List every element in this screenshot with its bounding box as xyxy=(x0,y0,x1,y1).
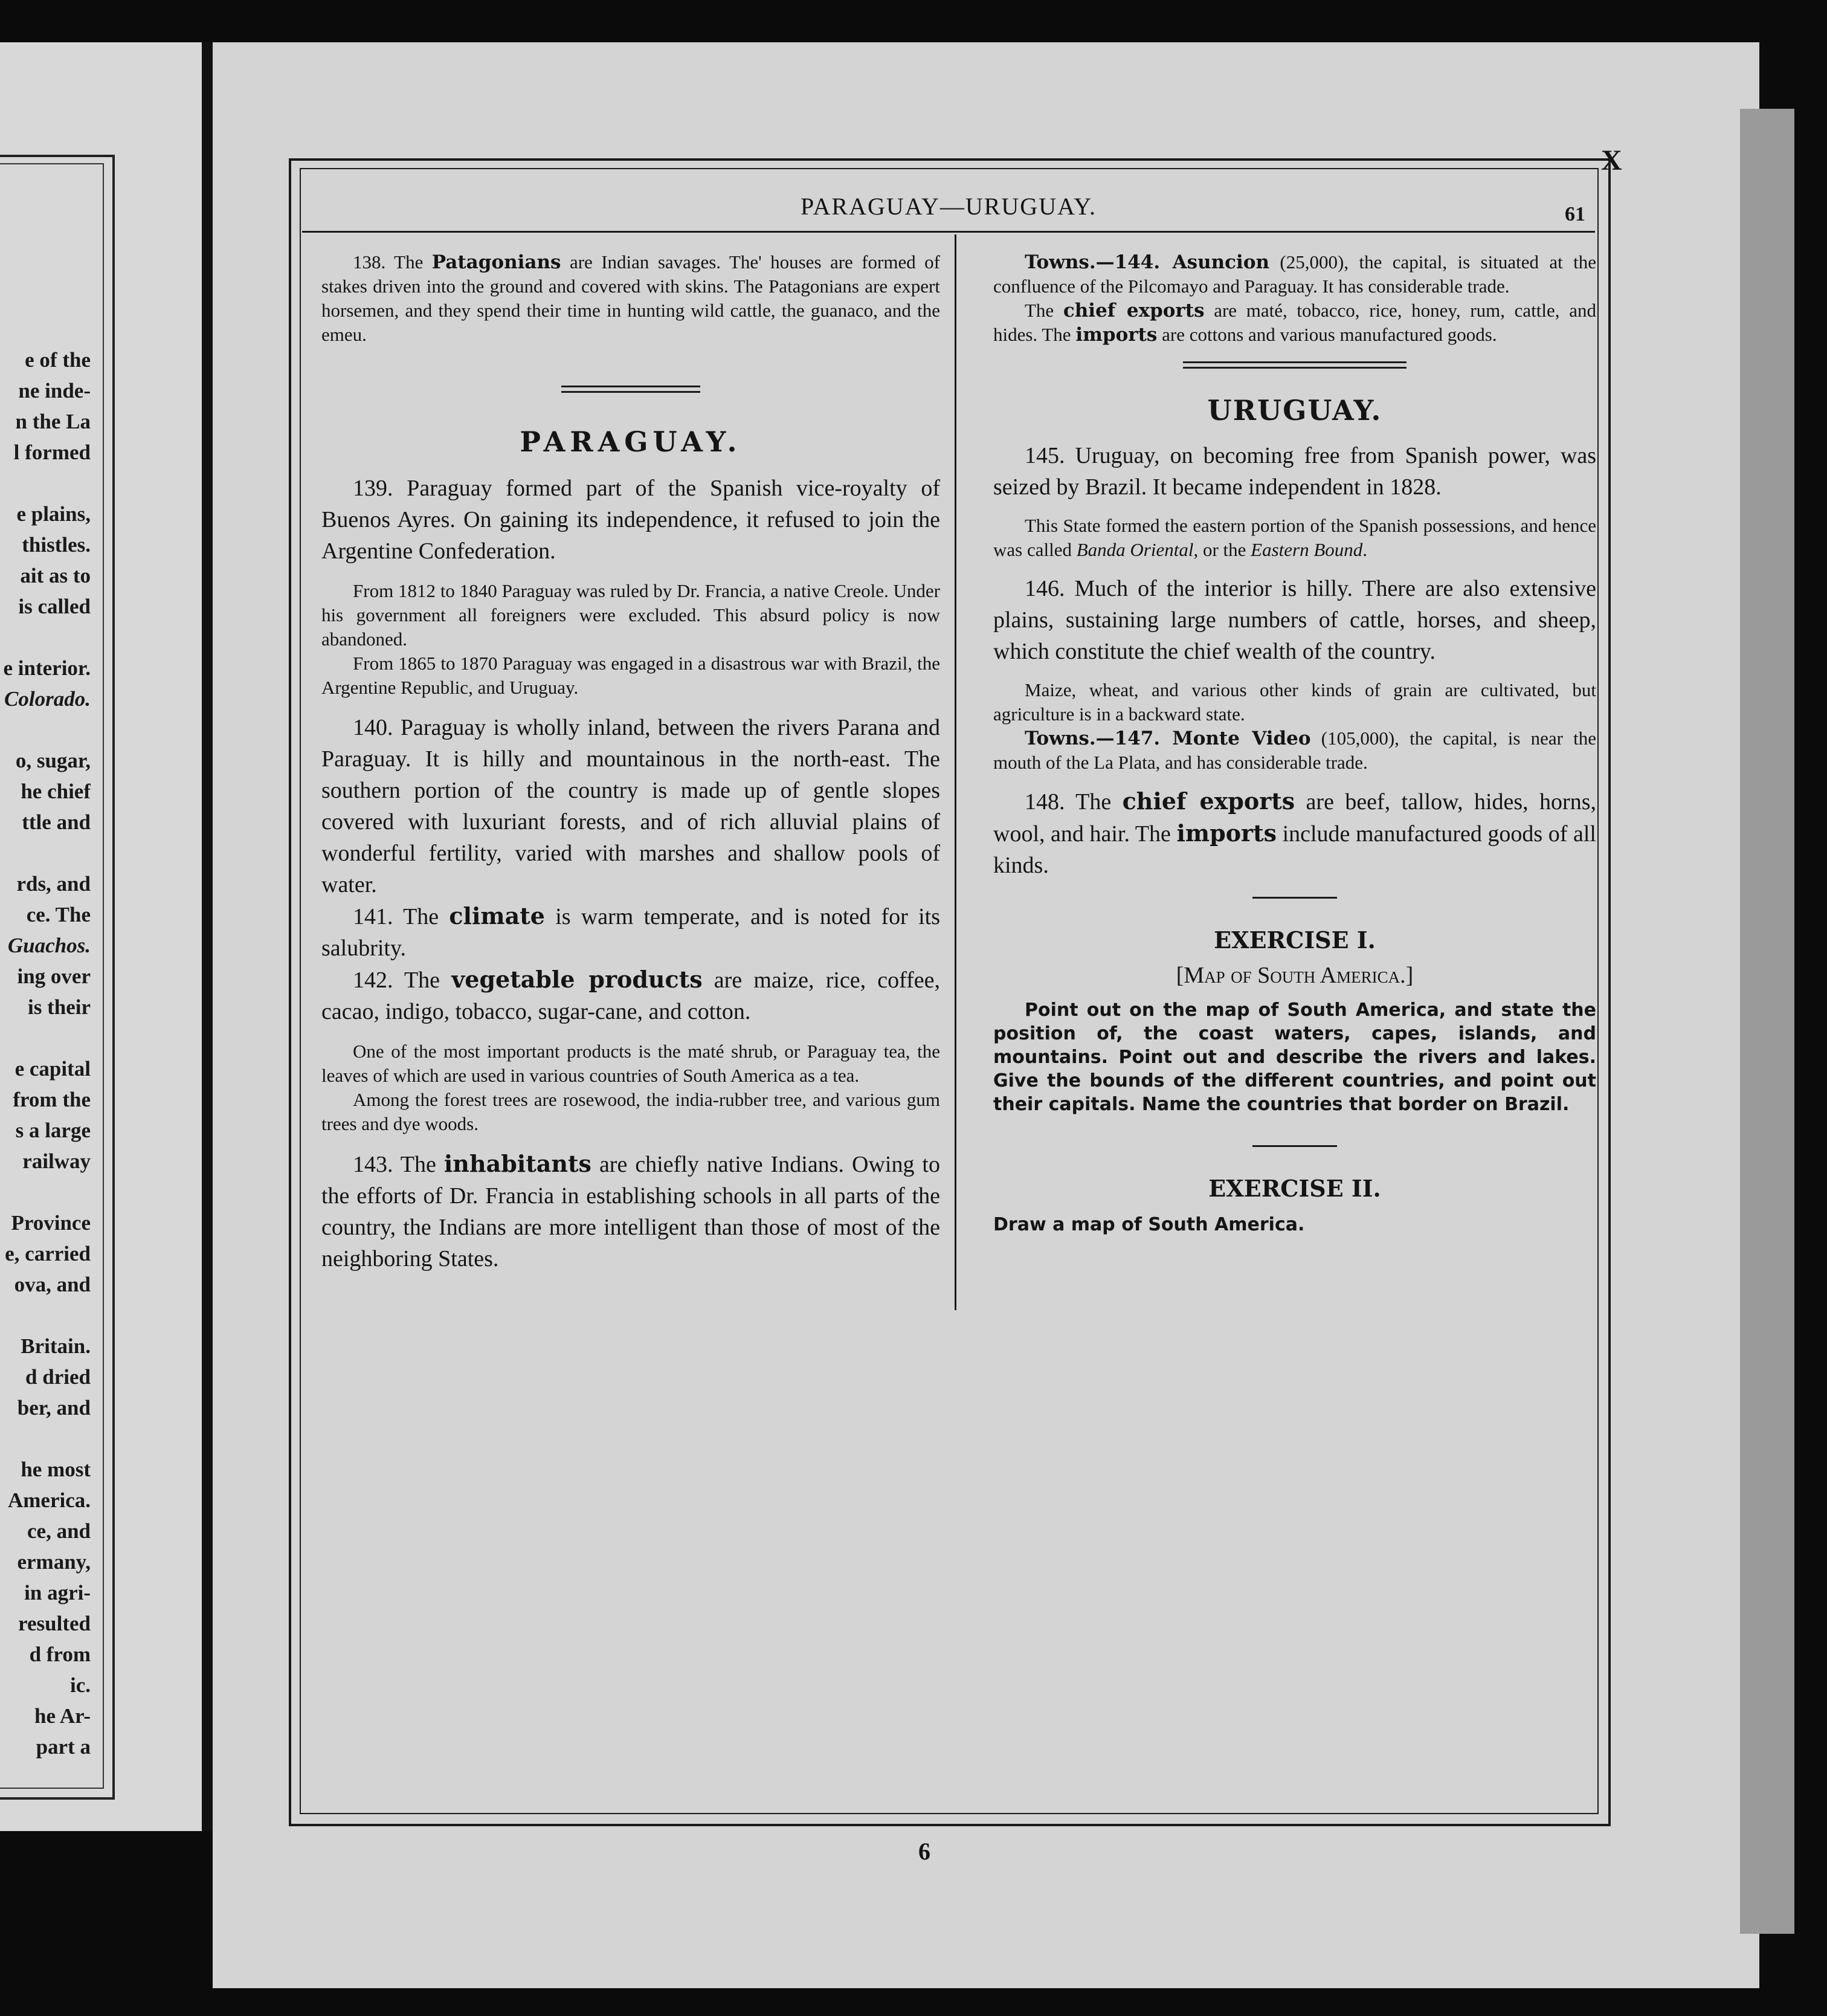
left-page-fragment: l formed xyxy=(13,441,91,464)
section-separator xyxy=(1183,361,1406,369)
left-page-fragment: part a xyxy=(36,1735,91,1759)
page-number-bottom: 6 xyxy=(918,1838,930,1865)
paragraph-142: 142. The vegetable products are maize, rice, coffee, cacao, indigo, tobacco, sugar-cane, and cotton. xyxy=(321,966,941,1024)
paragraph-140: 140. Paraguay is wholly inland, between the rivers Parana and Paraguay. It is hilly and mountainous in the north-east. The southern portion of the country is made up of gentle slopes covered with luxuriant forests, and of rich alluvial plains of wonderful fertility, varied with marshes and shallow pools of water. xyxy=(321,715,940,897)
term-inhabitants: inhabitants xyxy=(443,1150,591,1177)
exercise-1-subtitle: [Map of South America.] xyxy=(1176,963,1414,988)
left-page-fragment: America. xyxy=(7,1488,91,1512)
paragraph-141: 141. The climate is warm temperate, and is noted for its salubrity. xyxy=(321,902,940,961)
left-page-fragment: e capital xyxy=(14,1057,91,1081)
left-page-fragment: he Ar- xyxy=(34,1704,91,1728)
left-page-fragment: thistles. xyxy=(22,533,91,557)
note-145: This State formed the eastern portion of the Spanish possessions, and hence was called Banda Oriental, or the Eastern Bound. xyxy=(993,515,1596,560)
left-page-fragment: Colorado. xyxy=(4,687,91,711)
header-rule xyxy=(302,231,1595,233)
note-142-b: Among the forest trees are rosewood, the india-rubber tree, and various gum trees and dye woods. xyxy=(321,1089,940,1134)
left-page-fragment: ing over xyxy=(17,964,91,988)
left-page-fragment: d dried xyxy=(25,1365,91,1389)
left-page-fragment: Guachos. xyxy=(7,934,91,957)
exercise-2-text: Draw a map of South America. xyxy=(993,1214,1305,1235)
left-page-fragment xyxy=(0,622,91,653)
left-page-fragment: is their xyxy=(27,995,91,1019)
left-page-fragment: is called xyxy=(18,595,91,618)
left-page-fragment: ce. The xyxy=(26,903,91,926)
left-page-fragment: d from xyxy=(29,1643,91,1666)
term-asuncion: Asuncion xyxy=(1172,251,1270,273)
page-number-top: 61 xyxy=(1565,203,1585,225)
left-page-fragment: railway xyxy=(22,1149,91,1173)
term-vegetable-products: vegetable products xyxy=(451,966,703,993)
left-page-fragment: Britain. xyxy=(21,1334,91,1358)
left-page-fragment xyxy=(0,1023,91,1053)
left-page-fragment: s a large xyxy=(15,1119,91,1142)
left-page-fragment: e of the xyxy=(25,348,91,372)
note-139-a: From 1812 to 1840 Paraguay was ruled by Dr. Francia, a native Creole. Under his government all foreigners were excluded. This absurd policy is now abandoned. xyxy=(321,580,940,650)
left-page-fragment: he chief xyxy=(21,780,91,803)
left-page-fragment: e, carried xyxy=(5,1242,91,1265)
exercise-1-title: EXERCISE I. xyxy=(1214,926,1376,954)
left-page-fragment: ce, and xyxy=(27,1519,91,1543)
section-title-paraguay: PARAGUAY. xyxy=(520,425,742,458)
note-139-b: From 1865 to 1870 Paraguay was engaged in a disastrous war with Brazil, the Argentine Republic, and Uruguay. xyxy=(321,653,940,698)
left-page-fragment: e interior. xyxy=(3,656,91,680)
paragraph-138: 138. The Patagonians are Indian savages. The' houses are formed of stakes driven into the ground and covered with skins. The Patagonians are expert horsemen, and they spend their time in hunting wild cattle, the guanaco, and the emeu. xyxy=(321,251,941,345)
left-page-fragment: resulted xyxy=(18,1612,91,1635)
paragraph-139: 139. Paraguay formed part of the Spanish vice-royalty of Buenos Ayres. On gaining its independence, it refused to join the Argentine Confederation. xyxy=(321,476,940,564)
left-page-fragment: n the La xyxy=(15,410,91,433)
left-page-fragment: rds, and xyxy=(16,872,91,896)
paragraph-144-exports: The chief exports are maté, tobacco, rice, honey, rum, cattle, and hides. The imports are cottons and various manufactured goods. xyxy=(993,300,1596,346)
paragraph-146: 146. Much of the interior is hilly. There are also extensive plains, sustaining large numbers of cattle, horses, and sheep, which constitute the chief wealth of the country. xyxy=(993,576,1596,664)
right-column xyxy=(993,250,1596,1236)
exercise-2-title: EXERCISE II. xyxy=(1208,1175,1381,1202)
left-page-fragment: ne inde- xyxy=(18,379,91,402)
section-title-uruguay: URUGUAY. xyxy=(1207,394,1382,427)
left-page-fragment: ait as to xyxy=(20,564,91,587)
note-146: Maize, wheat, and various other kinds of grain are cultivated, but agriculture is in a backward state. xyxy=(993,679,1596,725)
left-page xyxy=(0,42,202,1831)
left-column xyxy=(321,250,940,1275)
section-separator xyxy=(561,386,700,393)
page-edge xyxy=(1740,109,1794,1934)
left-page-fragment xyxy=(0,468,91,499)
paragraph-144: Towns.—144. Asuncion (25,000), the capital, is situated at the confluence of the Pilcomayo and Paraguay. It has considerable trade. xyxy=(993,251,1596,297)
exercise-1-text: Point out on the map of South America, and state the position of, the coast waters, capes, islands, and mountains. Point out and describe the rivers and lakes. Give the bounds of the different countries, and point out their capitals. Name the countries that border on Brazil. xyxy=(993,1000,1596,1115)
left-page-fragment: he most xyxy=(21,1458,91,1481)
left-page-fragment: o, sugar, xyxy=(15,749,91,772)
term-monte-video: Monte Video xyxy=(1172,728,1311,749)
term-climate: climate xyxy=(449,902,545,929)
left-page-fragment xyxy=(0,838,91,868)
note-142-a: One of the most important products is the maté shrub, or Paraguay tea, the leaves of which are used in various countries of South America as a tea. xyxy=(321,1041,940,1086)
paragraph-143: 143. The inhabitants are chiefly native Indians. Owing to the efforts of Dr. Francia in establishing schools in all parts of the country, the Indians are more intelligent than those of most of the neighboring States. xyxy=(321,1150,940,1271)
term-patagonians: Patagonians xyxy=(431,251,561,273)
column-divider xyxy=(955,234,956,1310)
left-page-fragment xyxy=(0,714,91,745)
left-page-fragment: from the xyxy=(13,1088,91,1111)
left-page-fragment: ic. xyxy=(69,1673,91,1697)
left-page-fragment: in agri- xyxy=(24,1581,91,1604)
paragraph-147: Towns.—147. Monte Video (105,000), the capital, is near the mouth of the La Plata, and has considerable trade. xyxy=(993,728,1597,773)
book-gutter xyxy=(202,42,213,1831)
paragraph-145: 145. Uruguay, on becoming free from Spanish power, was seized by Brazil. It became independent in 1828. xyxy=(993,443,1596,500)
left-page-fragment xyxy=(0,1300,91,1331)
left-page-fragment xyxy=(0,1177,91,1207)
left-page-fragment: ber, and xyxy=(17,1396,91,1420)
paragraph-148: 148. The chief exports are beef, tallow, hides, horns, wool, and hair. The imports include manufactured goods of all kinds. xyxy=(993,787,1596,878)
left-page-fragment: ova, and xyxy=(14,1273,91,1296)
left-page-fragment xyxy=(0,1423,91,1454)
left-page-fragment: e plains, xyxy=(16,502,91,526)
left-page-text-fragments xyxy=(0,344,91,1762)
running-head: PARAGUAY—URUGUAY. xyxy=(800,193,1097,220)
left-page-fragment: Province xyxy=(11,1211,91,1235)
left-page-fragment: ermany, xyxy=(17,1550,91,1574)
left-page-fragment: ttle and xyxy=(22,810,91,834)
corner-mark: X xyxy=(1601,144,1622,176)
